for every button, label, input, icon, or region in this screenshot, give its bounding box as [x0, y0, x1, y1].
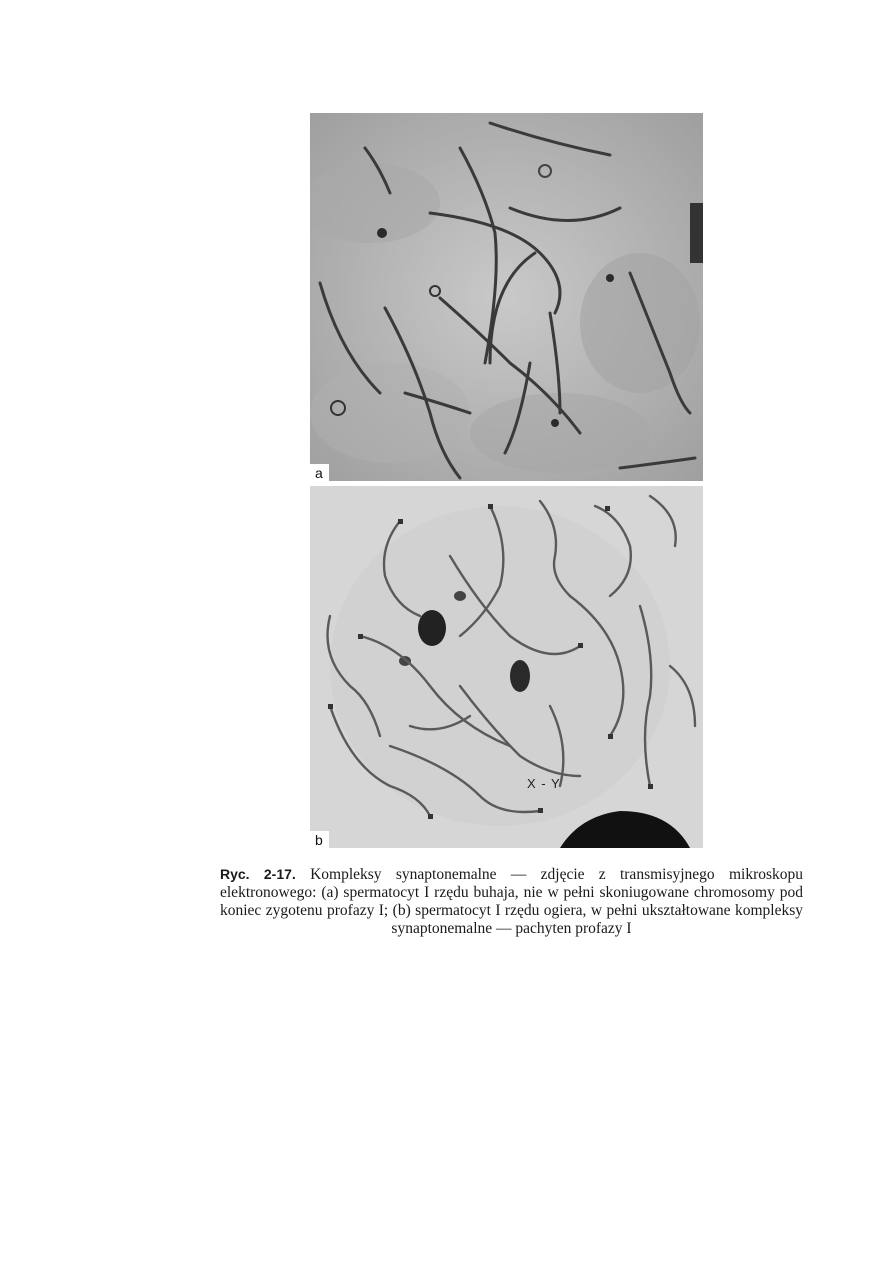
micrograph-b-image [310, 486, 703, 848]
xy-annotation: X - Y [527, 776, 561, 791]
micrograph-panel-b [310, 486, 703, 848]
panel-b-label: b [310, 831, 329, 848]
micrograph-figure [310, 113, 703, 848]
figure-caption [220, 865, 803, 938]
micrograph-a-image [310, 113, 703, 481]
panel-a-label: a [310, 464, 329, 481]
micrograph-panel-a [310, 113, 703, 481]
figure-number: Ryc. 2-17. [220, 866, 296, 882]
caption-text: Kompleksy synaptonemalne — zdjęcie z transmisyjnego mikroskopu elektronowego: (a) spermatocyt I rzędu buhaja, nie w pełni skoniugowane chromosomy pod koniec zygotenu profazy I; (b) spermatocyt I rzędu ogiera, w pełni ukształtowane kompleksy synaptonemalne — pachyten profazy I [220, 866, 804, 937]
